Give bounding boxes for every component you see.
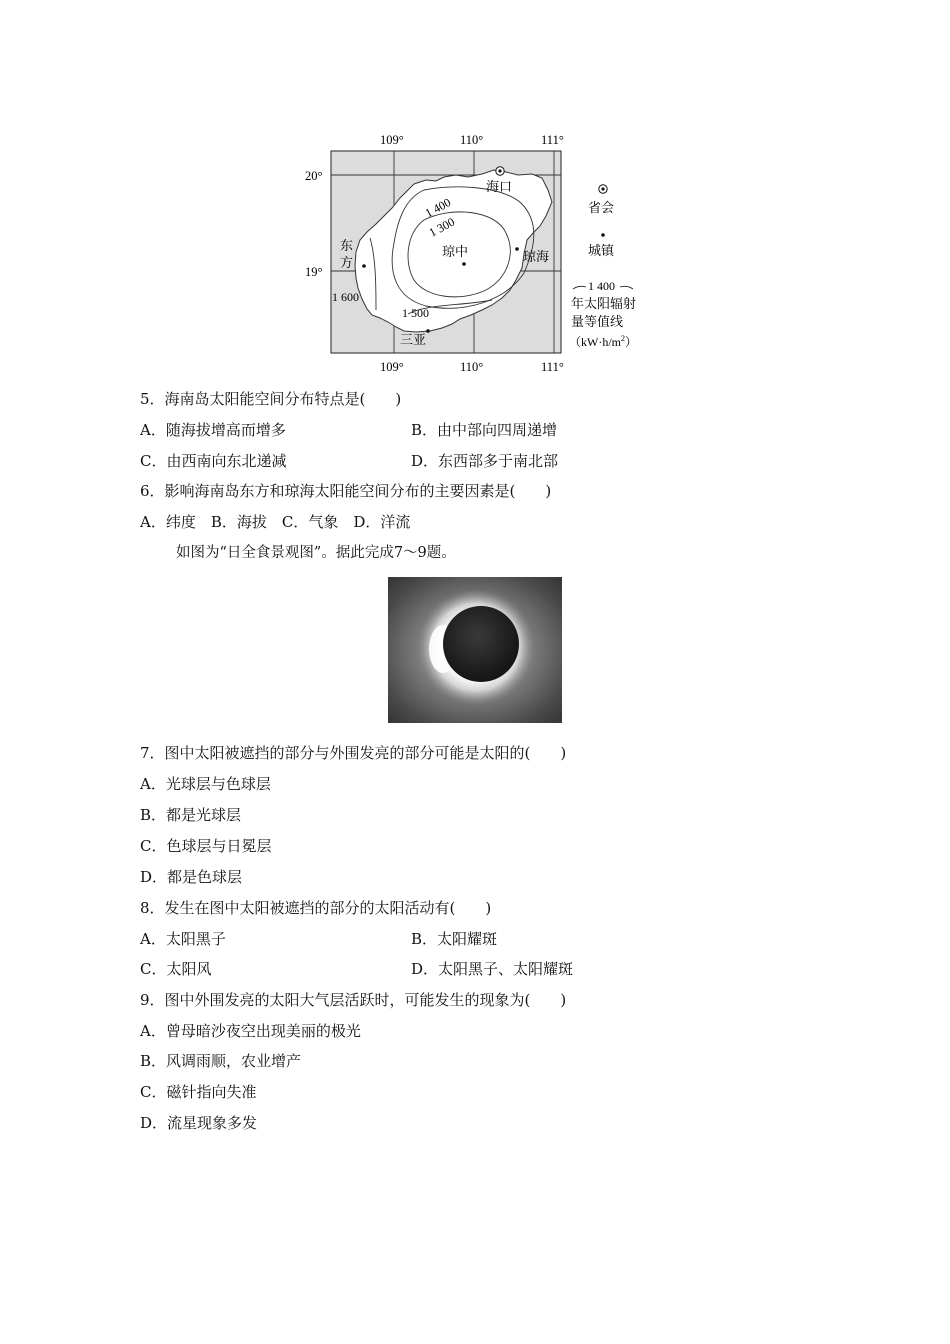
city-dongfang-char1: 东 (340, 238, 354, 253)
eclipse-intro: 如图为“日全食景观图”。据此完成7～9题。 (176, 545, 456, 561)
q7-option-b: B．都是光球层 (140, 806, 242, 824)
legend-unit (569, 334, 637, 349)
q6-options: A．纬度 B．海拔 C．气象 D．洋流 (140, 513, 411, 531)
city-dot-sanya (426, 329, 430, 333)
legend-unit-sup: 2 (621, 334, 625, 343)
q5-option-d: D．东西部多于南北部 (411, 452, 559, 470)
q5-option-c: C．由西南向东北递减 (140, 452, 287, 470)
q5-option-a: A．随海拔增高而增多 (140, 421, 286, 439)
total-solar-eclipse-photo (388, 577, 562, 723)
isoline-label-1300: 1 300 (426, 214, 457, 240)
lon-bottom-109: 109° (380, 360, 404, 374)
city-qiongzhong: 琼中 (442, 244, 469, 259)
q7-option-c: C．色球层与日冕层 (140, 837, 272, 855)
lat-20: 20° (305, 169, 323, 183)
provincial-capital-marker (496, 167, 504, 175)
legend-capital: 省会 (588, 200, 615, 215)
isoline-label-1500: 1 500 (402, 306, 429, 320)
q9-option-a: A．曾母暗沙夜空出现美丽的极光 (140, 1022, 361, 1040)
lon-top-110: 110° (460, 133, 484, 147)
city-dot-dongfang (362, 264, 366, 268)
legend-isoline-name-2: 量等值线 (571, 314, 624, 329)
q6-stem: 6．影响海南岛东方和琼海太阳能空间分布的主要因素是( ) (140, 482, 552, 500)
lon-bottom-111: 111° (541, 360, 564, 374)
q5-stem: 5．海南岛太阳能空间分布特点是( ) (140, 390, 402, 408)
q8-option-d: D．太阳黑子、太阳耀斑 (411, 960, 574, 978)
q9-stem: 9．图中外围发亮的太阳大气层活跃时，可能发生的现象为( ) (140, 991, 567, 1009)
q5-option-b: B．由中部向四周递增 (411, 421, 558, 439)
lon-top-109: 109° (380, 133, 404, 147)
legend-isoline-left (573, 286, 586, 289)
eclipse-moon-disk (443, 606, 519, 682)
hainan-solar-radiation-map (296, 128, 666, 378)
q9-option-d: D．流星现象多发 (140, 1114, 258, 1132)
legend-unit-suffix: ） (625, 335, 638, 349)
lon-bottom-110: 110° (460, 360, 484, 374)
q8-option-a: A．太阳黑子 (140, 930, 226, 948)
legend-isoline-value: 1 400 (588, 279, 615, 293)
q7-stem: 7．图中太阳被遮挡的部分与外围发亮的部分可能是太阳的( ) (140, 744, 567, 762)
q8-stem: 8．发生在图中太阳被遮挡的部分的太阳活动有( ) (140, 899, 492, 917)
lat-19: 19° (305, 265, 323, 279)
legend-town: 城镇 (588, 243, 615, 258)
city-dot-qionghai (515, 247, 519, 251)
legend-isoline-name-1: 年太阳辐射 (571, 296, 637, 311)
q8-option-c: C．太阳风 (140, 960, 212, 978)
q8-option-b: B．太阳耀斑 (411, 930, 498, 948)
city-dot-qiongzhong (462, 262, 466, 266)
q9-option-b: B．风调雨顺，农业增产 (140, 1052, 302, 1070)
legend-isoline-right (620, 286, 633, 289)
q7-option-a: A．光球层与色球层 (140, 775, 271, 793)
city-haikou: 海口 (486, 179, 513, 194)
legend-unit-prefix: （kW·h/m (569, 335, 621, 349)
legend-capital-icon (599, 185, 607, 193)
lon-top-111: 111° (541, 133, 564, 147)
legend-town-icon (601, 233, 605, 237)
city-qionghai: 琼海 (523, 249, 550, 264)
isoline-label-1400: 1 400 (422, 195, 454, 221)
q7-option-d: D．都是色球层 (140, 868, 243, 886)
city-dongfang-char2: 方 (340, 255, 354, 270)
city-sanya: 三亚 (400, 332, 427, 347)
q9-option-c: C．磁针指向失准 (140, 1083, 257, 1101)
isoline-label-1600: 1 600 (332, 290, 359, 304)
